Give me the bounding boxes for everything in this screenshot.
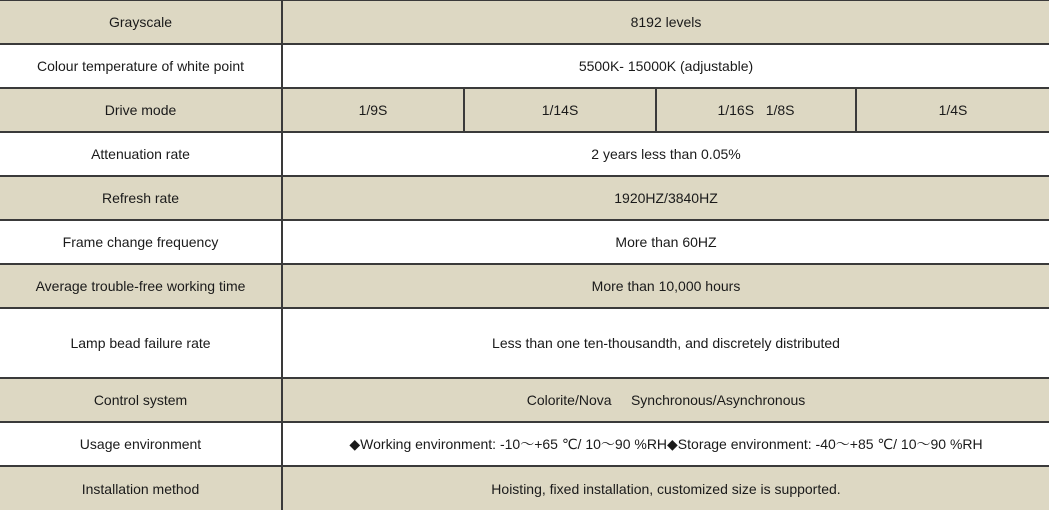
table-row-frame-change-frequency (0, 220, 1049, 264)
drive-mode-value-2: 1/14S (464, 88, 656, 132)
row-value: Hoisting, fixed installation, customized size is supported. (282, 466, 1049, 510)
row-label: Refresh rate (0, 176, 282, 220)
row-value: 2 years less than 0.05% (282, 132, 1049, 176)
row-label: Lamp bead failure rate (0, 308, 282, 378)
row-value: 8192 levels (282, 0, 1049, 44)
table-row-lamp-bead-failure-rate (0, 308, 1049, 378)
table-row-colour-temperature (0, 44, 1049, 88)
table-row-installation-method (0, 466, 1049, 510)
table-row-refresh-rate (0, 176, 1049, 220)
row-label: Grayscale (0, 0, 282, 44)
drive-mode-value-1: 1/9S (282, 88, 464, 132)
row-label: Drive mode (0, 88, 282, 132)
drive-mode-value-3: 1/16S 1/8S (656, 88, 856, 132)
row-value: Colorite/Nova Synchronous/Asynchronous (282, 378, 1049, 422)
row-value: More than 60HZ (282, 220, 1049, 264)
row-value: ◆Working environment: -10～+65 ℃/ 10～90 %RH◆Storage environment: -40～+85 ℃/ 10～90 %RH (282, 422, 1049, 466)
table-row-control-system (0, 378, 1049, 422)
row-label: Frame change frequency (0, 220, 282, 264)
table-row-drive-mode (0, 88, 1049, 132)
row-label: Attenuation rate (0, 132, 282, 176)
row-value: 5500K- 15000K (adjustable) (282, 44, 1049, 88)
row-value: 1920HZ/3840HZ (282, 176, 1049, 220)
table-row-grayscale (0, 0, 1049, 44)
table-row-working-time (0, 264, 1049, 308)
row-value: More than 10,000 hours (282, 264, 1049, 308)
row-label: Colour temperature of white point (0, 44, 282, 88)
row-label: Control system (0, 378, 282, 422)
drive-mode-value-4: 1/4S (856, 88, 1049, 132)
table-row-attenuation-rate (0, 132, 1049, 176)
table-row-usage-environment (0, 422, 1049, 466)
row-label: Usage environment (0, 422, 282, 466)
row-value: Less than one ten-thousandth, and discretely distributed (282, 308, 1049, 378)
row-label: Installation method (0, 466, 282, 510)
row-label: Average trouble-free working time (0, 264, 282, 308)
